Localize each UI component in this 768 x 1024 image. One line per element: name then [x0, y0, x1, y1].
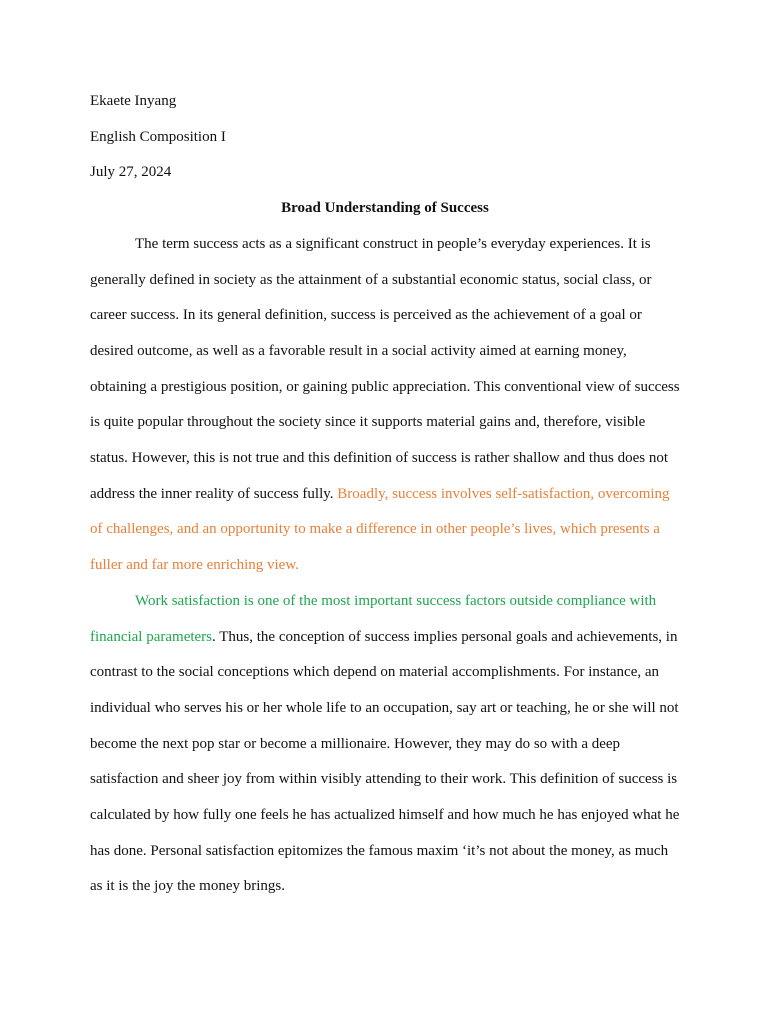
- course-name: English Composition I: [90, 128, 226, 145]
- paragraph-2-highlight-green: Work satisfaction is one of the most important success factors outside compliance with financial parameters: [90, 592, 657, 645]
- document-body: [90, 84, 680, 905]
- author-name: Ekaete Inyang: [90, 93, 177, 109]
- document-date: July 27, 2024: [90, 164, 172, 181]
- paragraph-1-text: The term success acts as a significant construct in people’s everyday experiences. It is generally defined in society as the attainment of a substantial economic status, social class, or career success. In its general definition, success is perceived as the achievement of a goal or desired outcome, as well as a favorable result in a social activity aimed at earning money, obtaining a prestigious position, or gaining public appreciation. This conventional view of success is quite popular throughout the society since it supports material gains and, therefore, visible status. However, this is not true and this definition of success is rather shallow and thus does not address the inner reality of success fully.: [90, 235, 680, 502]
- paragraph-2-text: . Thus, the conception of success implies personal goals and achievements, in contrast to the social conceptions which depend on material accomplishments. For instance, an individual who serves his or her whole life to an occupation, say art or teaching, he or she will not become the next pop star or become a millionaire. However, they may do so with a deep satisfaction and sheer joy from within visibly attending to their work. This definition of success is calculated by how fully one feels he has actualized himself and how much he has enjoyed what he has done. Personal satisfaction epitomizes the famous maxim ‘it’s not about the money, as much as it is the joy the money brings.: [90, 628, 680, 895]
- paragraph-1-highlight-orange: Broadly, success involves self-satisfaction, overcoming of challenges, and an opportunity to make a difference in other people’s lives, which presents a fuller and far more enriching view.: [90, 485, 670, 574]
- paragraph-1: [90, 227, 680, 584]
- paragraph-2: [90, 584, 680, 905]
- essay-title: Broad Understanding of Success: [281, 200, 489, 217]
